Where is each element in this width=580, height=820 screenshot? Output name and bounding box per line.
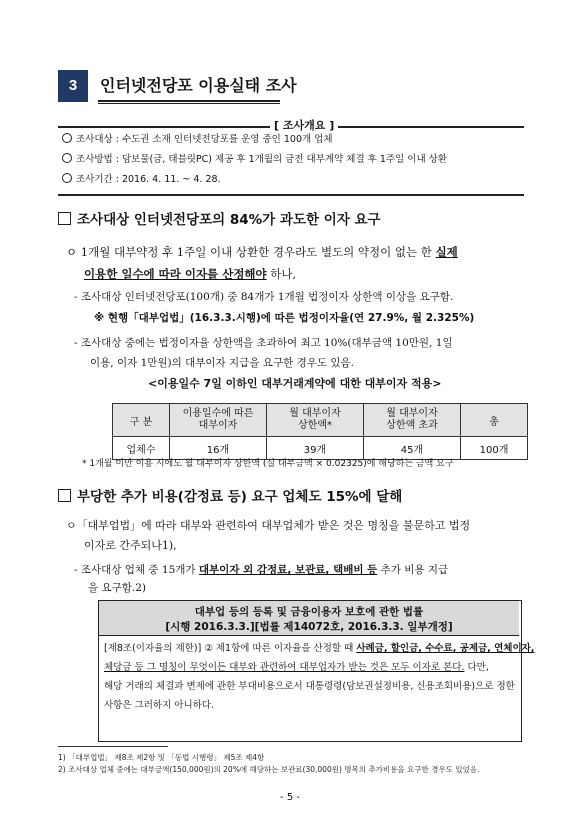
law-subtitle: [시행 2016.3.3.][법률 제14072호, 2016.3.3. 일부개정] (165, 621, 453, 633)
finding1-para4: - 조사대상 중에는 법정이자율 상한액을 초과하여 최고 10%(대부금액 10만원, 1일 (74, 337, 453, 349)
table-cell: 39개 (267, 437, 364, 460)
table-cell: 100개 (461, 437, 528, 460)
table-header-cell: 총 (461, 404, 528, 437)
table-row-label: 업체수 (113, 437, 170, 460)
square-bullet-icon (58, 212, 71, 225)
law-text-line: 사항은 그러하지 아니하다. (104, 700, 215, 711)
finding2-para1-cont: 이자로 간주되나1), (84, 539, 177, 552)
finding1-para4-cont: 이용, 이자 1만원)의 대부이자 지급을 요구한 경우도 있음. (90, 357, 354, 369)
overview-item-period: 조사기간 : 2016. 4. 11. ~ 4. 28. (62, 173, 221, 187)
table-cell: 16개 (170, 437, 267, 460)
overview-item-method: 조사방법 : 담보물(금, 태블릿PC) 제공 후 1개월의 금전 대부계약 체결 후 1주일 이내 상환 (62, 153, 447, 167)
finding1-para1: ㅇ 1개월 대부약정 후 1주일 이내 상환한 경우라도 별도의 약정이 없는 한 실제 (66, 245, 458, 259)
footnote-rule (58, 746, 168, 747)
section-title-rule (98, 100, 280, 102)
circle-bullet-icon: ㅇ (66, 245, 81, 259)
section-title-rule-thin (98, 103, 280, 104)
section-title: 인터넷전당포 이용실태 조사 (100, 76, 297, 95)
law-text-line: 체당금 등 그 명칭이 무엇이든 대부와 관련하여 대부업자가 받는 것은 모두 이자로 본다. 다만, (104, 662, 489, 673)
page-number: - 5 - (280, 792, 300, 803)
law-title: 대부업 등의 등록 및 금융이용자 보호에 관한 법률 (194, 606, 424, 618)
circle-bullet-icon: ㅇ (66, 519, 77, 532)
section-number-badge: 3 (58, 70, 88, 102)
overview-item-target: 조사대상 : 수도권 소재 인터넷전당포를 운영 중인 100개 업체 (62, 133, 333, 147)
square-bullet-icon (58, 489, 71, 502)
table-header-cell: 월 대부이자 상한액* (267, 404, 364, 437)
table-header-cell: 월 대부이자 상한액 초과 (364, 404, 461, 437)
law-text-line: 해당 거래의 체결과 변제에 관한 부대비용으로서 대통령령(담보권설정비용, 신용조회비용)으로 정한 (104, 681, 515, 692)
overview-title: [ 조사개요 ] (270, 117, 338, 133)
footnote-2: 2) 조사대상 업체 중에는 대부금액(150,000원)의 20%에 해당하는 보관료(30,000원) 명목의 추가비용을 요구한 경우도 있었음. (58, 765, 480, 774)
table-header-cell: 이용일수에 따른 대부이자 (170, 404, 267, 437)
table-note: * 1개월 미만 이용 시에도 월 대부이자 상한액 (실 대부금액 × 0.02325)에 해당하는 금액 요구 (82, 459, 454, 469)
finding2-para2: - 조사대상 업체 중 15개가 대부이자 외 감정료, 보관료, 택배비 등 추가 비용 지급 (74, 564, 449, 576)
finding2-para1: ㅇ「대부업법」에 따라 대부와 관련하여 대부업체가 받은 것은 명칭을 불문하고 법정 (66, 519, 471, 532)
finding1-para1-cont: 이용한 일수에 따라 이자를 산정해야 하나, (84, 267, 297, 281)
circle-bullet-icon (62, 173, 72, 183)
table-header-cell: 구 분 (113, 404, 170, 437)
interest-table (112, 403, 528, 460)
footnote-1: 1) 「대부업법」 제8조 제2항 및 「동법 시행령」 제5조 제4항 (58, 753, 265, 762)
law-text-line: [제8조(이자율의 제한)] ② 제1항에 따른 이자율을 산정할 때 사례금, 할인금, 수수료, 공제금, 연체이자, (104, 643, 535, 654)
finding2-heading: 부당한 추가 비용(감정료 등) 요구 업체도 15%에 달해 (58, 488, 402, 506)
circle-bullet-icon (62, 133, 72, 143)
table-caption: <이용일수 7일 이하인 대부거래계약에 대한 대부이자 적용> (148, 377, 442, 390)
finding1-legal-note: ※ 현행「대부업법」(16.3.3.시행)에 따른 법정이자율(연 27.9%, 월 2.325%) (94, 312, 475, 324)
finding1-para2: - 조사대상 인터넷전당포(100개) 중 84개가 1개월 법정이자 상한액 이상을 요구함. (74, 291, 454, 303)
finding2-para2-cont: 을 요구함.2) (88, 582, 147, 594)
circle-bullet-icon (62, 153, 72, 163)
table-cell: 45개 (364, 437, 461, 460)
finding1-heading: 조사대상 인터넷전당포의 84%가 과도한 이자 요구 (58, 211, 381, 229)
